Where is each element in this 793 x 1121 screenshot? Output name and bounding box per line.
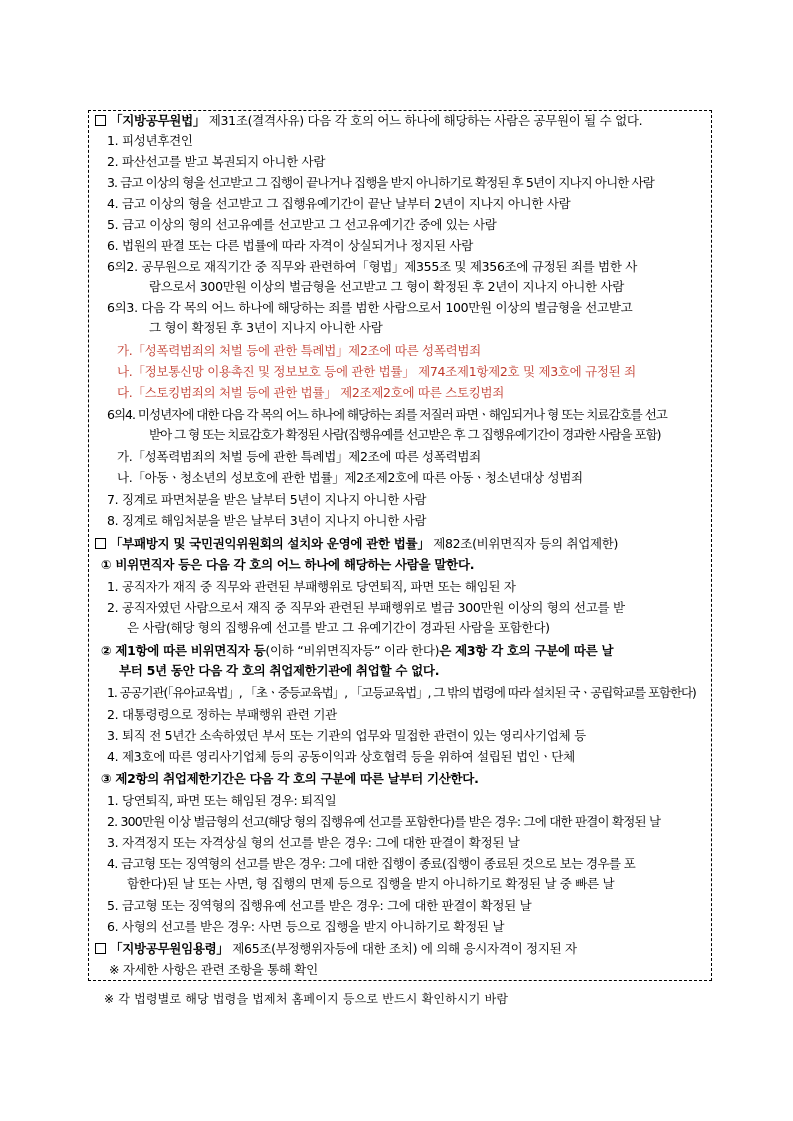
list-item: 나.「아동ㆍ청소년의 성보호에 관한 법률」제2조제2호에 따른 아동ㆍ청소년대상 성범죄 bbox=[117, 470, 583, 485]
list-item: 3. 퇴직 전 5년간 소속하였던 부서 또는 기관의 업무와 밀접한 관련이 있는 영리사기업체 등 bbox=[107, 728, 586, 743]
list-item: 가.「성폭력범죄의 처벌 등에 관한 특례법」제2조에 따른 성폭력범죄 bbox=[117, 449, 481, 464]
law-desc: 제31조(결격사유) 다음 각 호의 어느 하나에 해당하는 사람은 공무원이 될 수 없다. bbox=[205, 113, 643, 128]
checkbox-square-icon bbox=[95, 115, 106, 126]
list-item: 5. 금고 이상의 형의 선고유예를 선고받고 그 선고유예기간 중에 있는 사람 bbox=[107, 217, 497, 232]
law-header-3 bbox=[95, 941, 577, 957]
heading-part: 은 제3항 각 호의 구분에 따른 날 bbox=[439, 643, 614, 658]
list-item: 6. 사형의 선고를 받은 경우: 사면 등으로 집행을 받지 아니하기로 확정된 날 bbox=[107, 919, 505, 934]
checkbox-square-icon bbox=[95, 943, 106, 954]
list-item: 5. 금고형 또는 징역형의 집행유예 선고를 받은 경우: 그에 대한 판결이 확정된 날 bbox=[107, 898, 532, 913]
list-item: 3. 자격정지 또는 자격상실 형의 선고를 받은 경우: 그에 대한 판결이 확정된 날 bbox=[107, 835, 520, 850]
checkbox-square-icon bbox=[95, 538, 106, 549]
list-item: 2. 공직자였던 사람으로서 재직 중 직무와 관련된 부패행위로 벌금 300만원 이상의 형의 선고를 받 bbox=[107, 600, 625, 615]
red-list-item: 가.「성폭력범죄의 처벌 등에 관한 특례법」제2조에 따른 성폭력범죄 bbox=[117, 343, 481, 358]
list-item: 7. 징계로 파면처분을 받은 날부터 5년이 지나지 아니한 사람 bbox=[107, 492, 427, 507]
paragraph-heading: ③ 제2항의 취업제한기간은 다음 각 호의 구분에 따른 날부터 기산한다. bbox=[101, 771, 479, 786]
list-item: 2. 대통령령으로 정하는 부패행위 관련 기관 bbox=[107, 707, 337, 722]
note: ※ 자세한 사항은 관련 조항을 통해 확인 bbox=[109, 962, 318, 977]
law-title: 「부패방지 및 국민권익위원회의 설치와 운영에 관한 법률」 bbox=[110, 536, 430, 551]
law-title: 「지방공무원법」 bbox=[110, 113, 206, 128]
list-item-cont: 받아 그 형 또는 치료감호가 확정된 사람(집행유예를 선고받은 후 그 집행유예기간이 경과한 사람을 포함) bbox=[149, 427, 661, 442]
list-item: 6의3. 다음 각 목의 어느 하나에 해당하는 죄를 범한 사람으로서 100만원 이상의 벌금형을 선고받고 bbox=[107, 300, 633, 315]
list-item: 6의4. 미성년자에 대한 다음 각 목의 어느 하나에 해당하는 죄를 저질러 파면ㆍ해임되거나 형 또는 치료감호를 선고 bbox=[107, 407, 667, 422]
content-box bbox=[88, 110, 712, 981]
red-list-item: 다.「스토킹범죄의 처벌 등에 관한 법률」 제2조제2호에 따른 스토킹범죄 bbox=[117, 385, 505, 400]
list-item: 1. 공직자가 재직 중 직무와 관련된 부패행위로 당연퇴직, 파면 또는 해임된 자 bbox=[107, 579, 516, 594]
list-item: 1. 공공기관(「유아교육법」, 「초ㆍ중등교육법」, 「고등교육법」, 그 밖의 법령에 따라 설치된 국ㆍ공립학교를 포함한다) bbox=[107, 685, 696, 700]
paragraph-heading: ① 비위면직자 등은 다음 각 호의 어느 하나에 해당하는 사람을 말한다. bbox=[101, 557, 475, 572]
heading-part: ② 제1항에 따른 비위면직자 등 bbox=[101, 643, 266, 658]
law-title: 「지방공무원임용령」 bbox=[110, 941, 229, 956]
list-item-cont: 은 사람(해당 형의 집행유예 선고를 받고 그 유예기간이 경과된 사람을 포함한다) bbox=[127, 620, 550, 635]
list-item: 2. 파산선고를 받고 복권되지 아니한 사람 bbox=[107, 154, 326, 169]
list-item: 4. 금고형 또는 징역형의 선고를 받은 경우: 그에 대한 집행이 종료(집행이 종료된 것으로 보는 경우를 포 bbox=[107, 856, 636, 871]
red-list-item: 나.「정보통신망 이용촉진 및 정보보호 등에 관한 법률」 제74조제1항제2호 및 제3호에 규정된 죄 bbox=[117, 364, 636, 379]
list-item: 6. 법원의 판결 또는 다른 법률에 따라 자격이 상실되거나 정지된 사람 bbox=[107, 238, 473, 253]
list-item: 4. 금고 이상의 형을 선고받고 그 집행유예기간이 끝난 날부터 2년이 지나지 아니한 사람 bbox=[107, 196, 571, 211]
law-desc: 제82조(비위면직자 등의 취업제한) bbox=[429, 536, 619, 551]
list-item-cont: 그 형이 확정된 후 3년이 지나지 아니한 사람 bbox=[149, 320, 383, 335]
list-item: 8. 징계로 해임처분을 받은 날부터 3년이 지나지 아니한 사람 bbox=[107, 513, 427, 528]
paragraph-heading bbox=[101, 643, 613, 659]
list-item: 4. 제3호에 따른 영리사기업체 등의 공동이익과 상호협력 등을 위하여 설립된 법인ㆍ단체 bbox=[107, 749, 575, 764]
law-header-1 bbox=[95, 113, 642, 129]
law-header-2 bbox=[95, 536, 618, 552]
list-item: 1. 당연퇴직, 파면 또는 해임된 경우: 퇴직일 bbox=[107, 793, 337, 808]
list-item-cont: 람으로서 300만원 이상의 벌금형을 선고받고 그 형이 확정된 후 2년이 지나지 아니한 사람 bbox=[149, 279, 625, 294]
heading-part: (이하 “비위면직자등” 이라 한다) bbox=[265, 643, 440, 658]
list-item-cont: 함한다)된 날 또는 사면, 형 집행의 면제 등으로 집행을 받지 아니하기로 확정된 날 중 빠른 날 bbox=[127, 876, 615, 891]
list-item: 3. 금고 이상의 형을 선고받고 그 집행이 끝나거나 집행을 받지 아니하기로 확정된 후 5년이 지나지 아니한 사람 bbox=[107, 175, 654, 190]
list-item: 2. 300만원 이상 벌금형의 선고(해당 형의 집행유예 선고를 포함한다)를 받은 경우: 그에 대한 판결이 확정된 날 bbox=[107, 814, 661, 829]
list-item: 6의2. 공무원으로 재직기간 중 직무와 관련하여「형법」제355조 및 제356조에 규정된 죄를 범한 사 bbox=[107, 259, 638, 274]
list-item: 1. 피성년후견인 bbox=[107, 133, 193, 148]
footer-note: ※ 각 법령별로 해당 법령을 법제처 홈페이지 등으로 반드시 확인하시기 바람 bbox=[104, 992, 509, 1006]
law-desc: 제65조(부정행위자등에 대한 조치) 에 의해 응시자격이 정지된 자 bbox=[228, 941, 577, 956]
paragraph-heading-cont: 부터 5년 동안 다음 각 호의 취업제한기관에 취업할 수 없다. bbox=[119, 663, 440, 678]
